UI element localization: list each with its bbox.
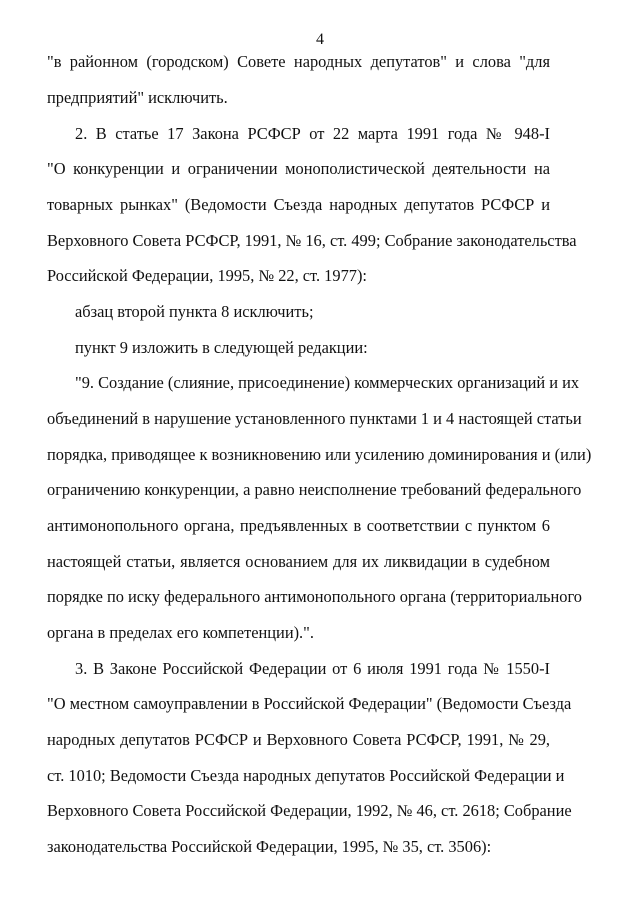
text-line: товарных рынках" (Ведомости Съезда народных депутатов РСФСР и	[47, 195, 550, 214]
text-line: народных депутатов РСФСР и Верховного Совета РСФСР, 1991, № 29,	[47, 730, 550, 749]
text-line: антимонопольного органа, предъявленных в соответствии с пунктом 6	[47, 516, 550, 535]
text-line: "О конкуренции и ограничении монополистической деятельности на	[47, 159, 550, 178]
quoted-point-9-first-line: "9. Создание (слияние, присоединение) коммерческих организаций и их	[75, 373, 580, 392]
text-line: Российской Федерации, 1995, № 22, ст. 1977):	[47, 266, 367, 285]
text-line: ограничению конкуренции, а равно неисполнение требований федерального	[47, 480, 582, 499]
text-line: ст. 1010; Ведомости Съезда народных депутатов Российской Федерации и	[47, 766, 565, 785]
text-line: пункт 9 изложить в следующей редакции:	[75, 338, 368, 357]
text-line: "О местном самоуправлении в Российской Федерации" (Ведомости Съезда	[47, 694, 572, 713]
text-line: Верховного Совета Российской Федерации, 1992, № 46, ст. 2618; Собрание	[47, 801, 572, 820]
text-line: органа в пределах его компетенции).".	[47, 623, 314, 642]
text-line: порядка, приводящее к возникновению или усилению доминирования и (или)	[47, 445, 592, 464]
text-line: настоящей статьи, является основанием для их ликвидации в судебном	[47, 552, 550, 571]
text-line: предприятий" исключить.	[47, 88, 228, 107]
text-line: Верховного Совета РСФСР, 1991, № 16, ст. 499; Собрание законодательства	[47, 231, 577, 250]
text-line: законодательства Российской Федерации, 1995, № 35, ст. 3506):	[47, 837, 492, 856]
text-line: объединений в нарушение установленного пунктами 1 и 4 настоящей статьи	[47, 409, 582, 428]
paragraph-2-first-line: 2. В статье 17 Закона РСФСР от 22 марта 1991 года № 948-I	[75, 124, 550, 143]
page-number: 4	[316, 31, 324, 48]
paragraph-3-first-line: 3. В Законе Российской Федерации от 6 июля 1991 года № 1550-I	[75, 659, 550, 678]
text-line: "в районном (городском) Совете народных депутатов" и слова "для	[47, 52, 550, 71]
text-line: порядке по иску федерального антимонопольного органа (территориального	[47, 587, 582, 606]
text-line: абзац второй пункта 8 исключить;	[75, 302, 314, 321]
